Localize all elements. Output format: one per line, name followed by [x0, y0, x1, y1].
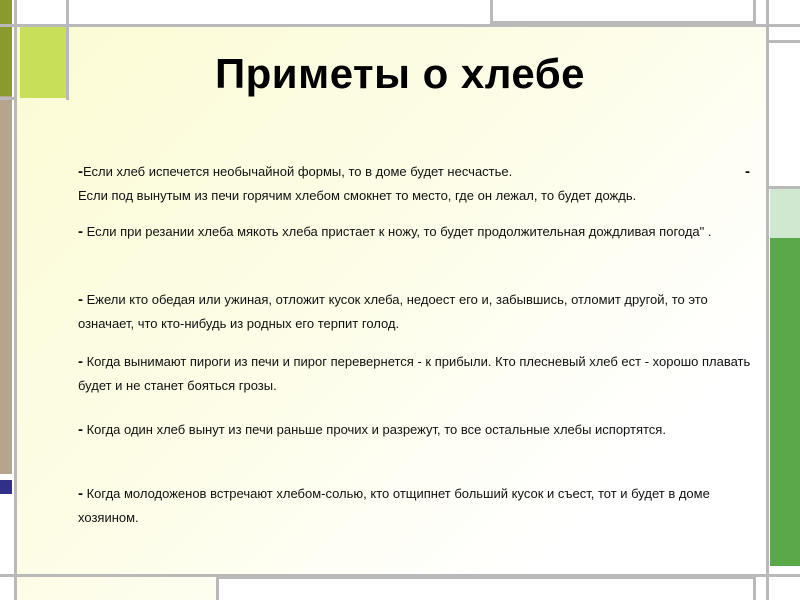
- paragraph-2: [78, 220, 758, 244]
- bullet-dash: -: [78, 163, 83, 180]
- bullet-dash: -: [78, 485, 83, 502]
- paragraph-3: [78, 288, 758, 336]
- mint-strip: [770, 188, 800, 238]
- bullet-dash-right: -: [745, 163, 750, 180]
- frame-line-right-mid: [766, 186, 800, 189]
- paragraph-5-text: Когда один хлеб вынут из печи раньше прочих и разрежут, то все остальные хлебы испортятся.: [83, 422, 666, 437]
- paragraph-1-line1: Если хлеб испечется необычайной формы, то в доме будет несчастье.: [83, 164, 513, 179]
- top-right-box: [490, 0, 756, 24]
- bottom-box: [216, 576, 756, 600]
- paragraph-4-text: Когда вынимают пироги из печи и пирог перевернется - к прибыли. Кто плесневый хлеб ест - хорошо плавать будет и не станет бояться грозы.: [78, 354, 751, 393]
- paragraph-5: [78, 418, 758, 442]
- paragraph-3-text: Ежели кто обедая или ужиная, отложит кусок хлеба, недоест его и, забывшись, отломит другой, то это означает, что кто-нибудь из родных его терпит голод.: [78, 292, 708, 331]
- bullet-dash: -: [78, 353, 83, 370]
- paragraph-4: [78, 350, 758, 398]
- paragraph-1: [78, 160, 758, 208]
- green-strip: [770, 236, 800, 566]
- frame-line-right-top: [766, 40, 800, 43]
- paragraph-6: [78, 482, 758, 530]
- navy-mark: [0, 480, 12, 494]
- paragraph-6-text: Когда молодоженов встречают хлебом-солью, кто отщипнет больший кусок и съест, тот и будет в доме хозяином.: [78, 486, 710, 525]
- frame-line-bottom: [0, 574, 800, 577]
- slide-title: Приметы о хлебе: [214, 50, 586, 97]
- bullet-dash: -: [78, 291, 83, 308]
- tan-strip: [0, 96, 12, 474]
- paragraph-2-text: Если при резании хлеба мякоть хлеба пристает к ножу, то будет продолжительная дождливая погода" .: [83, 224, 712, 239]
- bullet-dash: -: [78, 421, 83, 438]
- bullet-dash: -: [78, 223, 83, 240]
- paragraph-1-line2: Если под вынутым из печи горячим хлебом смокнет то место, где он лежал, то будет дождь.: [78, 188, 637, 203]
- frame-line-top: [0, 24, 800, 27]
